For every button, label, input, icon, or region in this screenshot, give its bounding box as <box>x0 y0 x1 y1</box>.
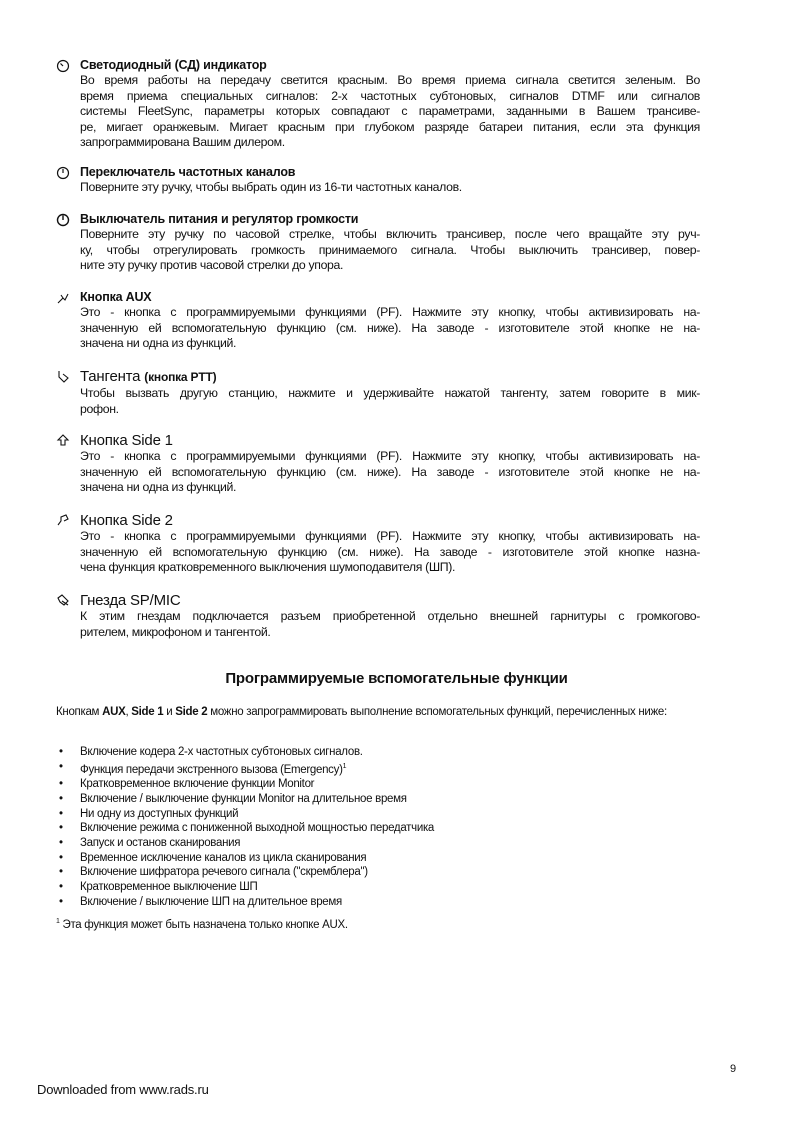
footnote <box>56 918 348 931</box>
function-list-item <box>56 836 434 851</box>
channel-selector-icon <box>56 166 70 180</box>
function-text: Ни одну из доступных функций <box>80 807 239 820</box>
description-line: Это - кнопка с программируемыми функциями (PF). Нажмите эту кнопку, чтобы активизировать на- <box>80 305 700 319</box>
control-title <box>80 512 706 529</box>
control-description <box>80 386 700 417</box>
description-line: значена ни одна из функций. <box>80 480 237 495</box>
function-text: Включение кодера 2-х частотных субтоновых сигналов. <box>80 746 363 758</box>
description-line: рофон. <box>80 401 119 416</box>
control-title <box>80 165 706 180</box>
description-line: значенную ей вспомогательную функцию (см. ниже). На заводе - изготовителе этой кнопке назна- <box>80 544 700 559</box>
description-line: ку, чтобы отрегулировать громкость принимаемого сигнала. Чтобы выключить трансивер, повер- <box>80 242 700 257</box>
function-text: Кратковременное выключение ШП <box>80 881 258 894</box>
bullet-icon: • <box>59 837 63 850</box>
control-title-text: Переключатель частотных каналов <box>80 165 296 179</box>
control-item <box>56 432 706 496</box>
description-line: Поверните эту ручку по часовой стрелке, чтобы включить трансивер, после чего вращайте эту руч- <box>80 227 700 241</box>
function-text: Функция передачи экстренного вызова (Emergency) <box>80 763 343 776</box>
description-line: запрограммирована Вашим дилером. <box>80 135 285 150</box>
function-text: Включение режима с пониженной выходной мощностью передатчика <box>80 822 435 835</box>
bullet-icon: • <box>59 807 63 820</box>
side2-button-icon <box>56 513 70 527</box>
intro-aux: AUX <box>102 706 126 718</box>
description-line: Чтобы вызвать другую станцию, нажмите и удерживайте нажатой тангенту, затем говорите в мик- <box>80 386 700 400</box>
control-title <box>80 368 706 386</box>
description-line: Во время работы на передачу светится красным. Во время приема сигнала светится зеленым. Во <box>80 73 700 87</box>
control-title-text: Гнезда SP/MIC <box>80 592 181 609</box>
function-list-item <box>56 777 434 792</box>
bullet-icon: • <box>59 792 63 805</box>
description-line: Это - кнопка с программируемыми функциями (PF). Нажмите эту кнопку, чтобы активизировать на- <box>80 449 700 463</box>
function-list-item <box>56 895 434 910</box>
control-title-text: Кнопка Side 1 <box>80 432 173 449</box>
function-text: Временное исключение каналов из цикла сканирования <box>80 851 367 864</box>
control-title-text: Светодиодный (СД) индикатор <box>80 58 267 72</box>
intro-text: , <box>125 706 132 718</box>
description-line: Поверните эту ручку, чтобы выбрать один из 16-ти частотных каналов. <box>80 180 462 194</box>
led-indicator-icon <box>56 59 70 73</box>
description-line: Это - кнопка с программируемыми функциями (PF). Нажмите эту кнопку, чтобы активизировать на- <box>80 529 700 543</box>
bullet-icon: • <box>59 895 63 908</box>
function-text: Кратковременное включение функции Monitor <box>80 778 315 791</box>
control-description <box>80 73 700 151</box>
side1-button-icon <box>56 433 70 447</box>
description-line: значенную ей вспомогательную функцию (см. ниже). На заводе - изготовителе этой кнопке не на- <box>80 320 700 335</box>
control-description <box>80 609 700 640</box>
control-title <box>80 432 706 449</box>
sp-mic-jack-icon <box>56 593 70 607</box>
ptt-icon <box>56 369 70 383</box>
control-title <box>80 592 706 609</box>
description-line: значена ни одна из функций. <box>80 336 237 351</box>
control-description <box>80 180 700 196</box>
bullet-icon: • <box>59 866 63 879</box>
control-item <box>56 368 706 417</box>
description-line: К этим гнездам подключается разъем приобретенной отдельно внешней гарнитуры с громкогово- <box>80 609 700 623</box>
page-number: 9 <box>730 1063 737 1075</box>
function-text: Запуск и останов сканирования <box>80 837 241 850</box>
description-line: системы FleetSync, параметры которых совпадают с параметрами, заданными в Вашем трансиве- <box>80 104 700 119</box>
function-text: Включение / выключение функции Monitor на длительное время <box>80 792 407 805</box>
aux-button-icon <box>56 291 70 305</box>
function-list-item <box>56 745 434 760</box>
footnote-ref: 1 <box>342 762 347 770</box>
function-list-item <box>56 792 434 807</box>
function-list-item <box>56 851 434 866</box>
description-line: ре, мигает оранжевым. Мигает красным при глубоком разряде батареи питания, если эта функция <box>80 119 700 134</box>
bullet-icon: • <box>59 822 63 835</box>
control-item <box>56 512 706 576</box>
control-title-text: Кнопка AUX <box>80 290 152 304</box>
function-list-item <box>56 821 434 836</box>
section-heading: Программируемые вспомогательные функции <box>225 670 568 687</box>
function-list <box>56 745 434 910</box>
control-item <box>56 165 706 196</box>
function-list-item <box>56 880 434 895</box>
function-text: Включение шифратора речевого сигнала ("скремблера") <box>80 866 368 879</box>
intro-text: Кнопкам <box>56 706 103 718</box>
intro-text: и <box>163 706 176 718</box>
functions-intro <box>56 705 701 720</box>
description-line: ните эту ручку против часовой стрелки до упора. <box>80 258 344 273</box>
bullet-icon: • <box>59 851 63 864</box>
control-title <box>80 290 706 305</box>
footnote-mark: 1 <box>56 918 60 925</box>
control-title-text: Тангента <box>80 368 141 385</box>
control-title-text: Кнопка Side 2 <box>80 512 173 529</box>
control-title <box>80 58 706 73</box>
control-description <box>80 449 700 496</box>
control-description <box>80 227 700 274</box>
footnote-text: Эта функция может быть назначена только кнопке AUX. <box>59 918 348 931</box>
control-item <box>56 290 706 352</box>
description-line: рителем, микрофоном и тангентой. <box>80 624 271 639</box>
bullet-icon: • <box>59 746 63 758</box>
intro-side1: Side 1 <box>131 706 164 718</box>
control-title <box>80 212 706 227</box>
function-list-item <box>56 865 434 880</box>
control-description <box>80 529 700 576</box>
function-list-item <box>56 760 434 778</box>
control-item <box>56 58 706 151</box>
description-line: время приема специальных сигналов: 2-х частотных субтоновых, сигналов DTMF или сигналов <box>80 88 700 103</box>
intro-side2: Side 2 <box>175 706 208 718</box>
intro-text: можно запрограммировать выполнение вспомогательных функций, перечисленных ниже: <box>207 706 667 718</box>
function-text: Включение / выключение ШП на длительное время <box>80 895 342 908</box>
description-line: чена функция кратковременного выключения шумоподавителя (ШП). <box>80 560 456 575</box>
bullet-icon: • <box>59 881 63 894</box>
control-item <box>56 592 706 640</box>
power-volume-icon <box>56 213 70 227</box>
function-list-item <box>56 807 434 822</box>
control-description <box>80 305 700 352</box>
control-subtitle: (кнопка PTT) <box>144 370 217 384</box>
control-title-text: Выключатель питания и регулятор громкости <box>80 212 359 226</box>
description-line: значенную ей вспомогательную функцию (см. ниже). На заводе - изготовителе этой кнопке не на- <box>80 464 700 479</box>
bullet-icon: • <box>59 760 63 773</box>
bullet-icon: • <box>59 778 63 791</box>
download-note: Downloaded from www.rads.ru <box>37 1082 209 1097</box>
control-item <box>56 212 706 274</box>
